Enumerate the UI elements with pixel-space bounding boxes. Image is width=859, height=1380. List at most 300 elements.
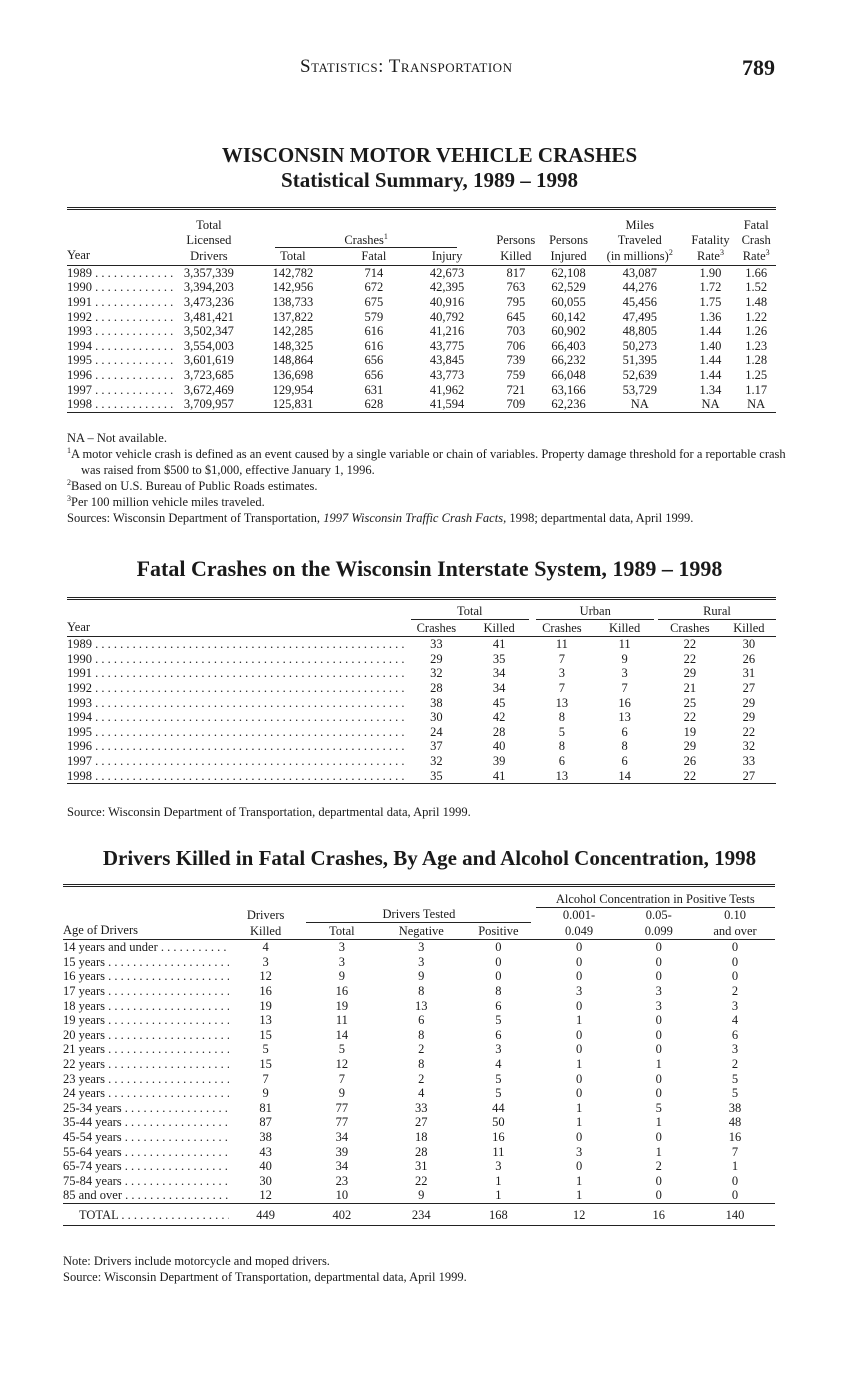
table-row — [67, 681, 776, 696]
dot-leader — [92, 696, 407, 710]
total-cell: 234 — [411, 1207, 431, 1222]
row-age: 35-44 years . . . — [63, 1115, 229, 1130]
table-cell: 1.52 — [745, 280, 768, 295]
dot-leader — [122, 1130, 229, 1144]
table-cell: 0 — [575, 1086, 583, 1101]
total-cell: 140 — [725, 1207, 745, 1222]
table-cell: 3,357,339 — [183, 265, 234, 280]
table-cell: 16 — [728, 1130, 742, 1144]
table-cell: 8 — [495, 984, 502, 999]
table-row — [63, 984, 775, 999]
table-cell: 18 — [415, 1130, 428, 1144]
table-cell: 11 — [555, 637, 568, 652]
dot-leader — [118, 1208, 229, 1222]
table-cell: 12 — [335, 1057, 349, 1072]
row-age: 21 years . . . — [63, 1042, 229, 1057]
table-cell: 2 — [655, 1159, 662, 1174]
table-cell: 19 — [335, 998, 349, 1013]
table-cell: 1 — [575, 1100, 583, 1115]
dot-leader — [105, 1072, 229, 1086]
row-year: 1993 . . . — [67, 696, 407, 711]
dot-leader — [122, 1174, 229, 1188]
row-age: 17 years . . . — [63, 984, 229, 999]
dot-leader — [105, 1042, 229, 1056]
table-cell: 30 — [742, 637, 756, 652]
table-cell: 28 — [430, 680, 443, 695]
table-cell: 3 — [621, 666, 628, 681]
table-row — [63, 999, 775, 1014]
table-cell: 709 — [506, 397, 526, 412]
dot-leader — [105, 1057, 229, 1071]
row-age: 15 years . . . — [63, 955, 229, 970]
row-age: 14 years and under . . . — [63, 940, 229, 955]
table-cell: 148,325 — [272, 338, 314, 353]
table-cell: 2 — [418, 1042, 425, 1057]
col-a1-header-2: 0.049 — [565, 923, 594, 938]
table-cell: 25 — [683, 695, 697, 710]
dot-leader — [92, 725, 407, 739]
table-cell: NA — [747, 397, 766, 412]
table-cell: 0 — [655, 1188, 662, 1203]
table-cell: 1.17 — [745, 382, 768, 397]
table-cell: 34 — [492, 680, 506, 695]
table-cell: 16 — [259, 984, 272, 999]
table3-notes — [63, 1253, 467, 1285]
table-cell: 31 — [742, 666, 756, 681]
table-cell: 24 — [430, 724, 443, 739]
table-cell: 656 — [364, 367, 384, 382]
table3-source: Source: Wisconsin Department of Transportation, departmental data, April 1999. — [63, 1270, 467, 1284]
table-cell: 1 — [495, 1173, 502, 1188]
table-cell: 1 — [495, 1188, 502, 1203]
table-cell: 66,048 — [551, 367, 586, 382]
row-age: 16 years . . . — [63, 969, 229, 984]
table-cell: 0 — [655, 1027, 662, 1042]
table-cell: 35 — [492, 651, 506, 666]
table-cell: 34 — [335, 1159, 349, 1174]
row-year: 1996 . . . — [67, 739, 407, 754]
table-cell: 0 — [575, 969, 583, 984]
note-3: $^3$Per 100 million vehicle miles traveled. — [67, 494, 265, 509]
total-label: TOTAL . . . — [63, 1203, 229, 1225]
table-cell: 40 — [492, 739, 506, 754]
dot-leader — [92, 397, 175, 411]
col-a2-header: 0.05- — [645, 907, 672, 922]
table-cell: 3,502,347 — [183, 324, 234, 339]
dot-leader — [122, 1159, 229, 1173]
table-cell: 5 — [338, 1042, 345, 1057]
col-a1-header: 0.001- — [562, 907, 596, 922]
note-na: NA – Not available. — [67, 431, 167, 445]
page-section-title: Statistics: Transportation — [300, 56, 513, 77]
table-cell: 3 — [731, 998, 739, 1013]
table-cell: 817 — [506, 265, 526, 280]
col-drivers-header: Drivers — [246, 907, 285, 922]
table-cell: 1.34 — [699, 382, 722, 397]
table3-note: Note: Drivers include motorcycle and moped drivers. — [63, 1254, 330, 1268]
table-cell: 60,902 — [551, 324, 586, 339]
table-cell: 16 — [618, 695, 631, 710]
table-cell: 0 — [575, 1071, 583, 1086]
table-cell: 628 — [364, 397, 384, 412]
row-year: 1993 . . . — [67, 324, 175, 339]
table-cell: 22 — [683, 637, 697, 652]
dot-leader — [158, 940, 229, 954]
table-cell: 13 — [415, 998, 428, 1013]
row-age: 24 years . . . — [63, 1086, 229, 1101]
table-cell: 3,481,421 — [183, 309, 234, 324]
table-row — [63, 955, 775, 970]
col-urban-crashes-header: Crashes — [542, 620, 582, 635]
table-cell: 8 — [621, 739, 628, 754]
table-cell: 1 — [575, 1057, 583, 1072]
table-row — [67, 725, 776, 740]
table-cell: 1 — [575, 1013, 583, 1028]
table-cell: 41,962 — [429, 382, 465, 397]
table-cell: 62,108 — [551, 265, 586, 280]
table-cell: 0 — [731, 1188, 739, 1203]
table-cell: 0 — [655, 1013, 662, 1028]
row-year: 1998 . . . — [67, 769, 407, 784]
table-cell: 27 — [415, 1115, 428, 1130]
table-cell: 35 — [430, 768, 443, 783]
table-cell: 631 — [364, 382, 384, 397]
table-cell: 3,473,236 — [183, 294, 234, 309]
table-cell: 22 — [415, 1173, 428, 1188]
row-year: 1997 . . . — [67, 754, 407, 769]
table-cell: 0 — [655, 954, 662, 969]
col-negative-header: Negative — [398, 923, 444, 938]
table-cell: 11 — [618, 637, 631, 652]
table-cell: 9 — [338, 1086, 345, 1101]
row-age: 75-84 years . . . — [63, 1174, 229, 1189]
table-cell: 7 — [558, 680, 565, 695]
alcohol-group-header: Alcohol Concentration in Positive Tests — [536, 892, 775, 907]
table-cell: 1.75 — [699, 294, 722, 309]
table-cell: 1.66 — [745, 265, 768, 280]
table-cell: 39 — [335, 1144, 349, 1159]
table-cell: 37 — [430, 739, 443, 754]
table-cell: 29 — [430, 651, 443, 666]
table-cell: 33 — [430, 637, 443, 652]
table-cell: 14 — [618, 768, 631, 783]
table-cell: 16 — [492, 1130, 505, 1144]
tested-group-header: Drivers Tested — [306, 907, 531, 923]
col-total-killed-header: Killed — [483, 620, 515, 635]
dot-leader — [122, 1101, 229, 1115]
table-cell: 0 — [655, 940, 662, 955]
table-cell: 138,733 — [272, 294, 314, 309]
dot-leader — [92, 339, 175, 353]
dot-leader — [122, 1115, 229, 1129]
col-miles-header: Miles — [625, 218, 654, 232]
table-cell: 2 — [418, 1071, 425, 1086]
drivers-killed-table — [63, 884, 775, 1226]
table-cell: 795 — [506, 294, 526, 309]
table-cell: 34 — [492, 666, 506, 681]
table-cell: 0 — [575, 1130, 583, 1144]
crash-summary-table — [67, 207, 776, 413]
dot-leader — [92, 295, 175, 309]
table-cell: 23 — [335, 1173, 349, 1188]
table3-title: Drivers Killed in Fatal Crashes, By Age and Alcohol Concentration, 1998 — [102, 846, 757, 870]
col-age-header: Age of Drivers — [63, 922, 138, 937]
col-drivers-header-2: Killed — [249, 923, 282, 938]
table-cell: 44,276 — [622, 280, 657, 295]
col-miles-header-3: (in millions)$^2$ — [606, 248, 673, 264]
table-row — [67, 652, 776, 667]
table-cell: 5 — [495, 1086, 502, 1101]
table-cell: 66,232 — [551, 353, 586, 368]
table-cell: 3,394,203 — [183, 280, 234, 295]
col-urban-killed-header: Killed — [608, 620, 641, 635]
table-row — [67, 339, 776, 354]
col-a3-header: 0.10 — [724, 907, 746, 922]
table-cell: 22 — [683, 651, 697, 666]
table-cell: 5 — [558, 724, 565, 739]
table-cell: 1 — [655, 1144, 662, 1159]
table-cell: 48,805 — [622, 324, 657, 339]
table-cell: 16 — [335, 984, 349, 999]
table-row — [63, 969, 775, 984]
row-year: 1990 . . . — [67, 280, 175, 295]
table-cell: 3 — [558, 666, 565, 681]
row-age: 85 and over . . . — [63, 1188, 229, 1203]
table-cell: 51,395 — [622, 353, 657, 368]
table-cell: 656 — [364, 353, 384, 368]
table-cell: 2 — [731, 1057, 739, 1072]
col-a3-header-2: and over — [713, 923, 757, 938]
table-cell: 1.36 — [699, 309, 722, 324]
table-cell: 9 — [621, 651, 628, 666]
dot-leader — [105, 999, 229, 1013]
table-cell: 3 — [418, 940, 425, 955]
row-year: 1992 . . . — [67, 310, 175, 325]
table-cell: 41,216 — [429, 324, 465, 339]
table-cell: 1 — [575, 1173, 583, 1188]
col-miles-header-2: Traveled — [617, 233, 662, 248]
table-cell: 672 — [364, 280, 384, 295]
dot-leader — [92, 310, 175, 324]
table-cell: 0 — [575, 954, 583, 969]
table-cell: 43,087 — [622, 265, 657, 280]
col-injured-header-2: Injured — [550, 249, 587, 264]
table-cell: 142,782 — [272, 265, 314, 280]
table-cell: 26 — [683, 753, 697, 768]
table-cell: 33 — [742, 753, 756, 768]
table-cell: 28 — [415, 1144, 428, 1159]
dot-leader — [105, 969, 229, 983]
table-cell: 6 — [731, 1027, 739, 1042]
row-year: 1989 . . . — [67, 265, 175, 280]
table-cell: 3,709,957 — [183, 397, 234, 412]
table-cell: 129,954 — [272, 382, 314, 397]
table-row — [67, 368, 776, 383]
table-cell: 1.90 — [699, 265, 722, 280]
table-cell: 43,775 — [429, 338, 465, 353]
table-cell: 6 — [558, 753, 565, 768]
table-cell: 13 — [618, 710, 631, 725]
row-age: 19 years . . . — [63, 1013, 229, 1028]
table-cell: 0 — [495, 940, 502, 955]
table-cell: 38 — [728, 1100, 742, 1115]
table-cell: 30 — [259, 1173, 272, 1188]
table-cell: 29 — [683, 666, 697, 681]
table-cell: 1.44 — [699, 353, 722, 368]
table-cell: 6 — [621, 753, 628, 768]
table-cell: 38 — [430, 695, 443, 710]
total-cell: 449 — [256, 1207, 275, 1222]
table-cell: 27 — [742, 768, 756, 783]
table-cell: 9 — [418, 1188, 425, 1203]
row-age: 25-34 years . . . — [63, 1101, 229, 1116]
table-cell: 7 — [558, 651, 565, 666]
table-cell: 1.23 — [745, 338, 768, 353]
col-tested-total-header: Total — [329, 923, 355, 938]
row-year: 1994 . . . — [67, 710, 407, 725]
table-row — [63, 940, 775, 955]
table-cell: 3 — [338, 940, 345, 955]
table-cell: 7 — [731, 1144, 739, 1159]
table-cell: 8 — [558, 710, 565, 725]
dot-leader — [92, 666, 407, 680]
table-cell: 5 — [495, 1013, 502, 1028]
table-cell: 52,639 — [622, 367, 657, 382]
table-row — [67, 324, 776, 339]
table-row — [67, 310, 776, 325]
table-cell: 1 — [731, 1159, 739, 1174]
table-cell: 148,864 — [272, 353, 314, 368]
col-year-header: Year — [67, 248, 91, 263]
col-licensed-header: Total — [196, 218, 222, 232]
row-age: 22 years . . . — [63, 1057, 229, 1072]
table-cell: 26 — [742, 651, 756, 666]
table-cell: 43,773 — [429, 367, 465, 382]
table-cell: 1 — [575, 1115, 583, 1130]
table-row — [63, 1086, 775, 1101]
table-row — [67, 710, 776, 725]
table-cell: 13 — [555, 768, 569, 783]
table-cell: 11 — [492, 1144, 505, 1159]
table-cell: 31 — [415, 1159, 428, 1174]
total-cell: 12 — [572, 1207, 586, 1222]
table-row — [67, 637, 776, 652]
interstate-crash-table — [67, 597, 776, 784]
table-cell: 40,792 — [429, 309, 465, 324]
crashes-group-header: Crashes$^1$ — [275, 233, 457, 249]
table-cell: 29 — [742, 710, 756, 725]
table-cell: 41 — [492, 768, 506, 783]
table-cell: 142,956 — [272, 280, 314, 295]
table-row — [67, 280, 776, 295]
table-cell: 0 — [731, 1173, 739, 1188]
table-cell: 0 — [495, 954, 502, 969]
table-cell: 0 — [495, 969, 502, 984]
table-cell: 4 — [495, 1057, 502, 1072]
row-year: 1989 . . . — [67, 637, 407, 652]
table-cell: 3 — [495, 1159, 502, 1174]
col-licensed-header-3: Drivers — [190, 249, 228, 264]
table-row — [67, 265, 776, 280]
table-cell: 6 — [495, 998, 502, 1013]
table-cell: 9 — [418, 969, 425, 984]
table-cell: 645 — [506, 309, 526, 324]
table-cell: 3 — [262, 954, 269, 969]
col-fatality-header: Fatality — [691, 233, 730, 248]
col-crash-fatal-header: Fatal — [361, 249, 387, 264]
table-row — [67, 353, 776, 368]
table-cell: 0 — [575, 1159, 583, 1174]
table-cell: 8 — [418, 1057, 425, 1072]
table-row — [63, 1188, 775, 1203]
table-cell: 3 — [731, 1042, 739, 1057]
table-cell: 739 — [506, 353, 526, 368]
table-cell: 50 — [492, 1115, 505, 1130]
page-number: 789 — [742, 55, 775, 80]
total-cell: 16 — [652, 1207, 666, 1222]
table-cell: 14 — [335, 1027, 349, 1042]
table-cell: 29 — [683, 739, 697, 754]
table-cell: 40 — [259, 1159, 272, 1174]
table-cell: 136,698 — [272, 367, 314, 382]
table-cell: 27 — [742, 680, 756, 695]
table-cell: 3 — [655, 998, 662, 1013]
row-year: 1994 . . . — [67, 339, 175, 354]
table-cell: 721 — [506, 382, 526, 397]
table-cell: 29 — [742, 695, 756, 710]
table-row — [63, 1115, 775, 1130]
row-year: 1995 . . . — [67, 725, 407, 740]
table-cell: 0 — [655, 1042, 662, 1057]
dot-leader — [122, 1188, 229, 1202]
table-cell: 44 — [492, 1100, 505, 1115]
table-cell: 41,594 — [429, 397, 465, 412]
table-cell: 1 — [655, 1115, 662, 1130]
dot-leader — [92, 681, 407, 695]
table-row — [63, 1028, 775, 1043]
table-cell: 3,554,003 — [183, 338, 234, 353]
table-cell: 759 — [506, 367, 526, 382]
drivers-killed-body — [63, 940, 775, 1225]
col-killed-header: Persons — [496, 233, 536, 248]
dot-leader — [105, 984, 229, 998]
table-row — [67, 739, 776, 754]
group-total-header: Total — [411, 604, 529, 620]
table-cell: 32 — [430, 666, 443, 681]
table-cell: 32 — [742, 739, 756, 754]
table-cell: 5 — [731, 1071, 739, 1086]
table-cell: 62,529 — [551, 280, 586, 295]
table-row — [63, 1145, 775, 1160]
total-row — [63, 1203, 775, 1225]
row-age: 18 years . . . — [63, 999, 229, 1014]
table-cell: 706 — [506, 338, 526, 353]
table-cell: 0 — [655, 1086, 662, 1101]
table-cell: NA — [701, 397, 720, 412]
table-row — [63, 1101, 775, 1116]
table-cell: 1.28 — [745, 353, 768, 368]
table-cell: 0 — [731, 969, 739, 984]
table-row — [63, 1057, 775, 1072]
table-cell: 763 — [506, 280, 526, 295]
table-cell: 45 — [492, 695, 506, 710]
note-2: $^2$Based on U.S. Bureau of Public Roads estimates. — [67, 478, 318, 493]
row-age: 23 years . . . — [63, 1072, 229, 1087]
table-row — [63, 1174, 775, 1189]
table-cell: 0 — [575, 1027, 583, 1042]
table-cell: 1.26 — [745, 324, 768, 339]
col-crash-injury-header: Injury — [431, 249, 463, 264]
